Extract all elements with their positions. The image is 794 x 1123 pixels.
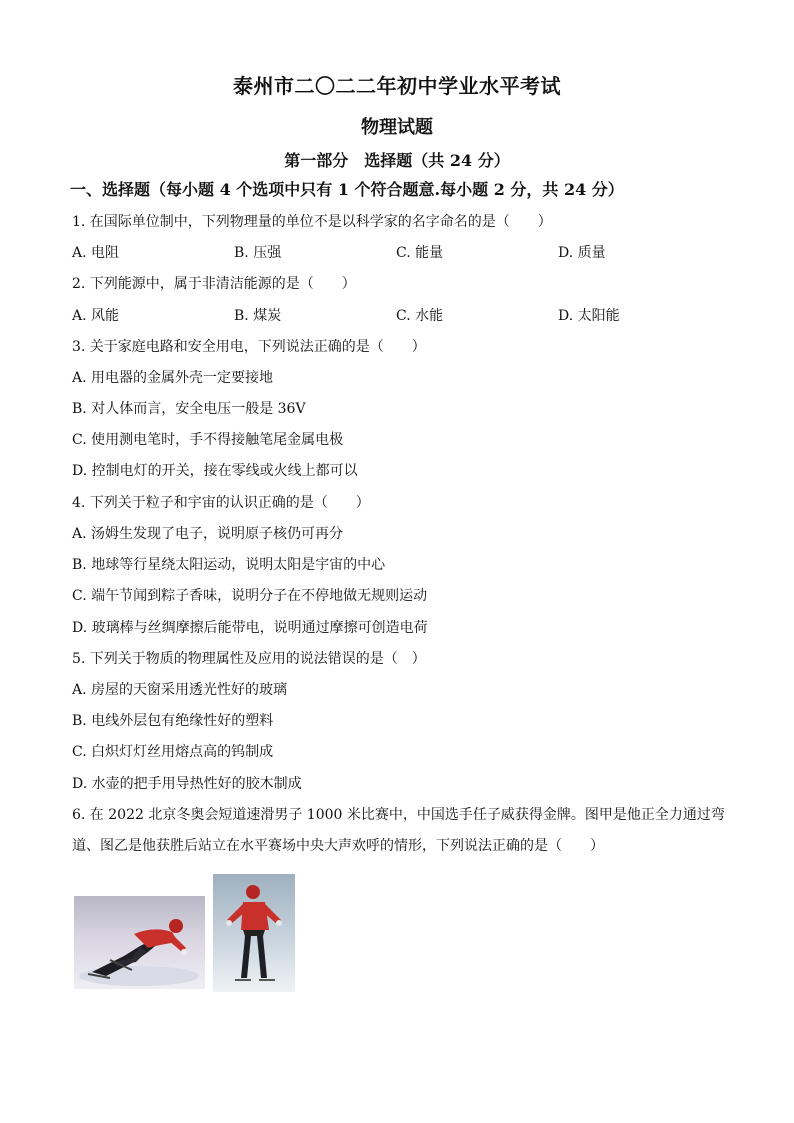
skater-cornering-illustration xyxy=(74,896,205,989)
question-1-stem: 1. 在国际单位制中，下列物理量的单位不是以科学家的名字命名的是（ ） xyxy=(72,214,552,230)
question-1-option-a: A. 电阻 xyxy=(72,245,120,261)
question-3-option-c: C. 使用测电笔时，手不得接触笔尾金属电极 xyxy=(72,432,344,448)
question-4-option-b: B. 地球等行星绕太阳运动，说明太阳是宇宙的中心 xyxy=(72,557,386,573)
question-3-option-d: D. 控制电灯的开关，接在零线或火线上都可以 xyxy=(72,463,358,479)
question-2-stem: 2. 下列能源中，属于非清洁能源的是（ ） xyxy=(72,276,356,292)
question-5-option-d: D. 水壶的把手用导热性好的胶木制成 xyxy=(72,776,302,792)
question-1-option-b: B. 压强 xyxy=(234,245,282,261)
subject-title: 物理试题 xyxy=(361,117,433,138)
question-5-stem: 5. 下列关于物质的物理属性及应用的说法错误的是（ ） xyxy=(72,651,426,667)
question-6-stem-line-2: 道、图乙是他获胜后站立在水平赛场中央大声欢呼的情形，下列说法正确的是（ ） xyxy=(72,838,604,854)
part-title: 第一部分 选择题（共 24 分） xyxy=(284,151,510,170)
question-5-option-a: A. 房屋的天窗采用透光性好的玻璃 xyxy=(72,682,288,698)
question-5-option-b: B. 电线外层包有绝缘性好的塑料 xyxy=(72,713,274,729)
question-4-stem: 4. 下列关于粒子和宇宙的认识正确的是（ ） xyxy=(72,495,370,511)
question-1-option-c: C. 能量 xyxy=(396,245,444,261)
question-4-option-a: A. 汤姆生发现了电子，说明原子核仍可再分 xyxy=(72,526,344,542)
question-4-option-c: C. 端午节闻到粽子香味，说明分子在不停地做无规则运动 xyxy=(72,588,428,604)
section-heading: 一、选择题（每小题 4 个选项中只有 1 个符合题意.每小题 2 分，共 24 分） xyxy=(70,180,624,199)
skater-cheering-illustration xyxy=(213,874,295,992)
skater-cornering-photo xyxy=(74,896,205,989)
question-2-option-c: C. 水能 xyxy=(396,308,444,324)
question-5-option-c: C. 白炽灯灯丝用熔点高的钨制成 xyxy=(72,744,274,760)
question-3-stem: 3. 关于家庭电路和安全用电，下列说法正确的是（ ） xyxy=(72,339,426,355)
question-1-option-d: D. 质量 xyxy=(558,245,606,261)
question-3-option-a: A. 用电器的金属外壳一定要接地 xyxy=(72,370,274,386)
question-4-option-d: D. 玻璃棒与丝绸摩擦后能带电，说明通过摩擦可创造电荷 xyxy=(72,620,428,636)
question-2-option-d: D. 太阳能 xyxy=(558,308,620,324)
question-2-option-a: A. 风能 xyxy=(72,308,120,324)
question-6-stem-line-1: 6. 在 2022 北京冬奥会短道速滑男子 1000 米比赛中，中国选手任子威获得金牌。图甲是他正全力通过弯 xyxy=(72,807,725,823)
exam-title: 泰州市二〇二二年初中学业水平考试 xyxy=(233,74,561,98)
question-3-option-b: B. 对人体而言，安全电压一般是 36V xyxy=(72,401,306,417)
question-2-option-b: B. 煤炭 xyxy=(234,308,282,324)
skater-cheering-photo xyxy=(213,874,295,992)
